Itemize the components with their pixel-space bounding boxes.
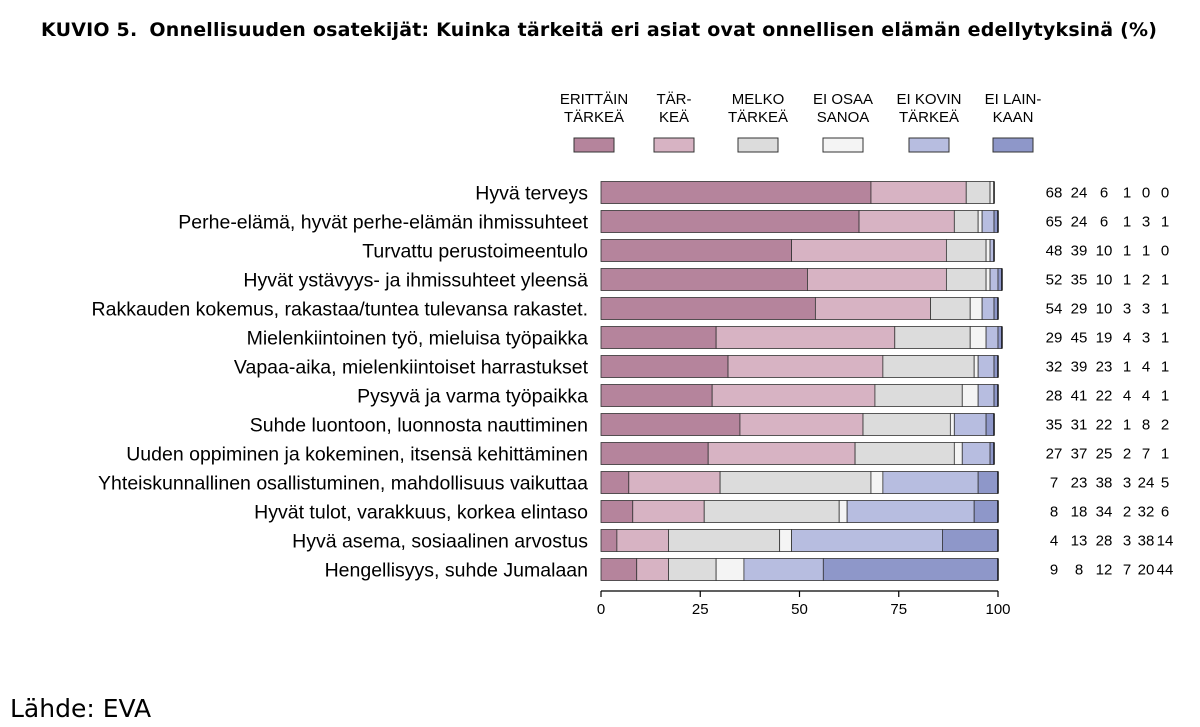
category-label: Rakkauden kokemus, rakastaa/tuntea tulevansa rakastet. xyxy=(91,298,588,321)
value-label: 13 xyxy=(1070,532,1088,550)
value-label: 14 xyxy=(1156,532,1174,550)
value-label: 1 xyxy=(1160,445,1170,463)
bar-segment xyxy=(601,182,871,204)
legend-swatch xyxy=(574,138,614,152)
value-label: 31 xyxy=(1070,416,1088,434)
value-label: 8 xyxy=(1049,503,1059,521)
value-label: 6 xyxy=(1099,184,1109,202)
value-label: 52 xyxy=(1045,271,1063,289)
bar-segment xyxy=(990,269,998,291)
value-label: 8 xyxy=(1141,416,1151,434)
category-label: Yhteiskunnallinen osallistuminen, mahdollisuus vaikuttaa xyxy=(98,472,588,495)
x-tick-label: 25 xyxy=(691,601,709,618)
category-label: Hengellisyys, suhde Jumalaan xyxy=(324,559,588,582)
bar-segment xyxy=(708,443,855,465)
legend-label: EI LAIN- xyxy=(984,91,1042,108)
bar-segment xyxy=(601,298,815,320)
value-label: 3 xyxy=(1122,532,1132,550)
value-label: 65 xyxy=(1045,213,1063,231)
x-tick-label: 100 xyxy=(985,601,1011,618)
bar-segment xyxy=(792,530,943,552)
value-label: 2 xyxy=(1122,503,1132,521)
value-label: 20 xyxy=(1137,561,1155,579)
bar-segment xyxy=(823,559,998,581)
value-label: 1 xyxy=(1160,213,1170,231)
bar-segment xyxy=(982,298,994,320)
bar-segment xyxy=(601,327,716,349)
bar-segment xyxy=(946,240,986,262)
bar-segment xyxy=(954,211,978,233)
figure-number: KUVIO 5. xyxy=(41,19,138,41)
bar-segment xyxy=(970,298,982,320)
bar-segment xyxy=(931,298,971,320)
value-label: 1 xyxy=(1160,271,1170,289)
value-label: 4 xyxy=(1049,532,1059,550)
bar-segment xyxy=(704,501,839,523)
legend-swatch xyxy=(823,138,863,152)
value-label: 2 xyxy=(1141,271,1151,289)
value-label: 6 xyxy=(1099,213,1109,231)
legend-label: TÄRKEÄ xyxy=(563,109,625,126)
value-label: 1 xyxy=(1122,271,1132,289)
category-label: Hyvät tulot, varakkuus, korkea elintaso xyxy=(254,501,588,524)
bar-segment xyxy=(954,414,986,436)
value-label: 1 xyxy=(1122,358,1132,376)
x-tick-label: 50 xyxy=(791,601,808,618)
bar-segment xyxy=(883,472,978,494)
bar-segment xyxy=(601,472,629,494)
bar-segment xyxy=(839,501,847,523)
value-label: 48 xyxy=(1045,242,1063,260)
value-label: 0 xyxy=(1160,242,1170,260)
bar-segment xyxy=(716,559,744,581)
value-label: 1 xyxy=(1122,213,1132,231)
bar-segment xyxy=(601,211,859,233)
value-label: 41 xyxy=(1070,387,1088,405)
bar-segment xyxy=(629,472,720,494)
value-label: 34 xyxy=(1095,503,1113,521)
bar-segment xyxy=(668,530,779,552)
category-label: Mielenkiintoinen työ, mieluisa työpaikka xyxy=(246,327,588,350)
legend-swatch xyxy=(654,138,694,152)
bar-segment xyxy=(601,530,617,552)
bar-segment xyxy=(970,327,986,349)
bar-segment xyxy=(855,443,954,465)
value-label: 32 xyxy=(1137,503,1155,521)
value-label: 5 xyxy=(1160,474,1170,492)
bar-segment xyxy=(720,472,871,494)
value-label: 1 xyxy=(1122,184,1132,202)
value-label: 37 xyxy=(1070,445,1088,463)
bar-segment xyxy=(962,443,990,465)
value-label: 27 xyxy=(1045,445,1063,463)
value-label: 0 xyxy=(1141,184,1151,202)
bar-segment xyxy=(942,530,998,552)
value-label: 29 xyxy=(1070,300,1088,318)
legend-label: ERITTÄIN xyxy=(559,91,629,108)
category-label: Hyvä asema, sosiaalinen arvostus xyxy=(292,530,588,553)
value-label: 35 xyxy=(1070,271,1088,289)
bar-segment xyxy=(895,327,970,349)
bar-segment xyxy=(871,182,966,204)
value-label: 38 xyxy=(1137,532,1155,550)
bar-segment xyxy=(668,559,716,581)
bar-segment xyxy=(986,414,994,436)
bar-segment xyxy=(863,414,950,436)
bar-segment xyxy=(871,472,883,494)
bar-segment xyxy=(986,240,990,262)
value-label: 45 xyxy=(1070,329,1088,347)
category-label: Vapaa-aika, mielenkiintoiset harrastukset xyxy=(233,356,588,379)
value-label: 12 xyxy=(1095,561,1113,579)
legend-label: MELKO xyxy=(731,91,785,108)
bar-segment xyxy=(633,501,704,523)
bar-segment xyxy=(962,385,978,407)
value-label: 35 xyxy=(1045,416,1063,434)
value-label: 1 xyxy=(1141,242,1151,260)
bar-segment xyxy=(601,501,633,523)
category-label: Turvattu perustoimeentulo xyxy=(362,240,588,263)
value-label: 4 xyxy=(1122,387,1132,405)
category-label: Uuden oppiminen ja kokeminen, itsensä kehittäminen xyxy=(126,443,588,466)
bar-segment xyxy=(950,414,954,436)
value-label: 18 xyxy=(1070,503,1088,521)
legend-label: TÄRKEÄ xyxy=(727,109,789,126)
value-label: 39 xyxy=(1070,242,1088,260)
category-label: Suhde luontoon, luonnosta nauttiminen xyxy=(249,414,588,437)
value-label: 44 xyxy=(1156,561,1174,579)
category-label: Hyvä terveys xyxy=(475,182,588,205)
value-label: 10 xyxy=(1095,242,1113,260)
value-label: 3 xyxy=(1141,300,1151,318)
value-label: 7 xyxy=(1141,445,1151,463)
value-label: 38 xyxy=(1095,474,1113,492)
legend-label: KEÄ xyxy=(658,109,690,126)
bar-segment xyxy=(792,240,947,262)
value-label: 28 xyxy=(1045,387,1063,405)
value-label: 24 xyxy=(1070,213,1088,231)
value-label: 23 xyxy=(1070,474,1088,492)
legend-label: TÄR- xyxy=(656,91,692,108)
bar-segment xyxy=(601,559,637,581)
value-label: 54 xyxy=(1045,300,1063,318)
category-label: Pysyvä ja varma työpaikka xyxy=(357,385,588,408)
bar-segment xyxy=(875,385,962,407)
x-tick-label: 75 xyxy=(890,601,908,618)
value-label: 3 xyxy=(1122,474,1132,492)
value-label: 23 xyxy=(1095,358,1113,376)
legend-swatch xyxy=(909,138,949,152)
bar-segment xyxy=(601,240,792,262)
value-label: 6 xyxy=(1160,503,1170,521)
bar-segment xyxy=(954,443,962,465)
value-label: 1 xyxy=(1160,387,1170,405)
value-label: 1 xyxy=(1122,242,1132,260)
bar-segment xyxy=(807,269,946,291)
bar-segment xyxy=(946,269,986,291)
legend-label: EI KOVIN xyxy=(896,91,962,108)
value-label: 2 xyxy=(1160,416,1170,434)
value-label: 28 xyxy=(1095,532,1113,550)
value-label: 4 xyxy=(1141,387,1151,405)
value-label: 24 xyxy=(1070,184,1088,202)
bar-segment xyxy=(847,501,974,523)
value-label: 4 xyxy=(1122,329,1132,347)
value-label: 7 xyxy=(1122,561,1132,579)
bar-segment xyxy=(978,356,994,378)
value-label: 1 xyxy=(1160,358,1170,376)
bar-segment xyxy=(883,356,974,378)
value-label: 24 xyxy=(1137,474,1155,492)
bar-segment xyxy=(986,327,998,349)
bar-segment xyxy=(978,472,998,494)
legend-label: KAAN xyxy=(992,109,1034,126)
value-label: 4 xyxy=(1141,358,1151,376)
value-label: 32 xyxy=(1045,358,1063,376)
bar-segment xyxy=(974,501,998,523)
legend-label: EI OSAA xyxy=(812,91,874,108)
bar-segment xyxy=(986,269,990,291)
bar-segment xyxy=(982,211,994,233)
bar-segment xyxy=(601,269,807,291)
bar-segment xyxy=(601,385,712,407)
legend-label: SANOA xyxy=(816,109,870,126)
value-label: 7 xyxy=(1049,474,1059,492)
bar-segment xyxy=(780,530,792,552)
bar-segment xyxy=(740,414,863,436)
legend-swatch xyxy=(993,138,1033,152)
legend-swatch xyxy=(738,138,778,152)
value-label: 3 xyxy=(1122,300,1132,318)
x-tick-label: 0 xyxy=(596,601,606,618)
value-label: 68 xyxy=(1045,184,1063,202)
value-label: 29 xyxy=(1045,329,1063,347)
value-label: 1 xyxy=(1122,416,1132,434)
bar-segment xyxy=(815,298,930,320)
value-label: 9 xyxy=(1049,561,1059,579)
value-label: 25 xyxy=(1095,445,1113,463)
value-label: 10 xyxy=(1095,271,1113,289)
bar-segment xyxy=(744,559,823,581)
bar-segment xyxy=(978,385,994,407)
legend-label: TÄRKEÄ xyxy=(898,109,960,126)
bar-segment xyxy=(978,211,982,233)
bar-segment xyxy=(716,327,895,349)
category-label: Perhe-elämä, hyvät perhe-elämän ihmissuhteet xyxy=(178,211,588,234)
value-label: 3 xyxy=(1141,213,1151,231)
bar-segment xyxy=(974,356,978,378)
bar-segment xyxy=(617,530,669,552)
bar-segment xyxy=(601,443,708,465)
bar-segment xyxy=(601,356,728,378)
bar-segment xyxy=(728,356,883,378)
value-label: 2 xyxy=(1122,445,1132,463)
category-label: Hyvät ystävyys- ja ihmissuhteet yleensä xyxy=(243,269,588,292)
value-label: 0 xyxy=(1160,184,1170,202)
figure-title-text: Onnellisuuden osatekijät: Kuinka tärkeitä eri asiat ovat onnellisen elämän edellytyksinä (%) xyxy=(149,19,1158,41)
value-label: 22 xyxy=(1095,387,1113,405)
bar-segment xyxy=(966,182,990,204)
value-label: 22 xyxy=(1095,416,1113,434)
bar-segment xyxy=(601,414,740,436)
bar-segment xyxy=(637,559,669,581)
value-label: 19 xyxy=(1095,329,1113,347)
bar-segment xyxy=(859,211,954,233)
source-note: Lähde: EVA xyxy=(10,694,152,723)
value-label: 39 xyxy=(1070,358,1088,376)
value-label: 3 xyxy=(1141,329,1151,347)
value-label: 10 xyxy=(1095,300,1113,318)
value-label: 1 xyxy=(1160,300,1170,318)
value-label: 8 xyxy=(1074,561,1084,579)
value-label: 1 xyxy=(1160,329,1170,347)
bar-segment xyxy=(712,385,875,407)
